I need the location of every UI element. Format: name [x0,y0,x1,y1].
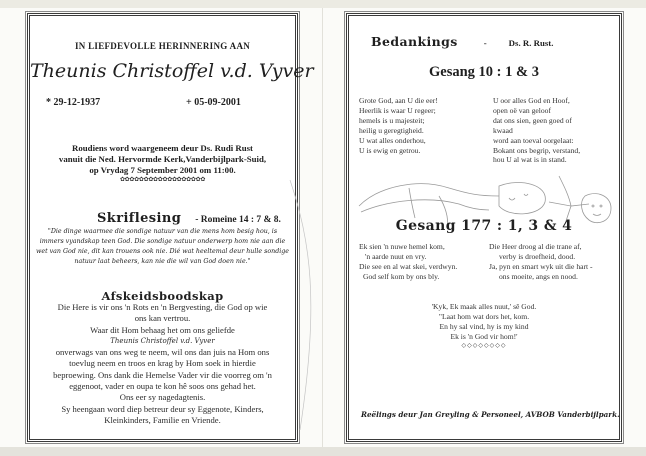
hymn-line: heilig u geregtigheid. [359,125,424,135]
hymn-2-column-2 [489,242,593,282]
hymn-line: word aan toeval oorgelaat: [493,135,574,145]
verse-line: "Laat hom wat dors het, kom. [438,311,530,321]
scan-edge-top [0,0,646,8]
farewell-line: Sy heengaan word diep betreur deur sy Eggenote, Kinders, [61,403,264,414]
hymn-line: open oë van geloof [493,105,551,115]
service-details [30,143,295,176]
hymn-line: God self kom by ons bly. [363,271,440,281]
hymn-line: Heerlik is waar U regeer; [359,105,436,115]
farewell-line: beproewing. Ons dank die Hemelse Vader vir die voorreg om 'n [53,369,272,380]
thanks-dash: - [483,38,487,48]
farewell-message [30,302,295,426]
memorial-heading: IN LIEFDEVOLLE HERINNERING AAN [74,41,251,51]
farewell-line: Die Here is vir ons 'n Rots en 'n Bergvesting, die God op wie [57,302,268,312]
hymn-line: Die Heer droog al die trane af, [489,242,582,251]
hymn-2-column-1 [359,242,457,282]
farewell-line: ons kan vertrou. [134,313,191,324]
hymn-line: Ja, pyn en smart wyk uit die hart - [489,261,593,271]
scripture-header [97,209,281,227]
farewell-line: onverwags van ons weg te neem, wil ons dan juis na Hom ons [55,347,270,358]
hymn-line: Grote God, aan U die eer! [359,96,438,105]
hymn-line: U wat alles onderhou, [359,135,426,145]
farewell-name: Theunis Christoffel v.d. Vyver [110,336,215,345]
hymn-line: dat ons sien, geen goed of [493,115,572,125]
hymn-line: 'n aarde nuut en vry. [365,251,427,261]
hymn-line: Die see en al wat skei, verdwyn. [359,261,458,271]
verse-line: 'Kyk, Ek maak alles nuut,' sê God. [431,302,537,311]
quote-line: immers vyandskap teen God. Die sondige natuur onderwerp hom nie aan die [39,238,286,245]
verse-line: En hy sal vind, hy is my kind [439,321,529,331]
hymn-line: verby is droefheid, dood. [499,251,576,261]
death-date: + 05-09-2001 [186,97,241,108]
ornament-divider: ✿✿✿✿✿✿✿✿✿✿✿✿✿✿✿✿✿✿ [119,177,206,183]
verse-line: Ek is 'n God vir hom!' [450,331,518,341]
service-line: op Vrydag 7 September 2001 om 11:00. [89,165,236,175]
hymn-line: Ek sien 'n nuwe hemel kom, [359,242,445,251]
quote-line: "Die dinge waarmee die sondige natuur van die mens hom besig hou, is [47,228,278,235]
thanks-title: Bedankings [371,34,458,49]
hymn-line: hou U al wat is in stand. [493,155,567,165]
hymn-line: U oor alles God en Hoof, [493,96,570,105]
farewell-line: Ons eer sy nagedagtenis. [119,392,206,403]
hymn-line: ons moeite, angs en nood. [499,271,578,281]
hymn-2-title: Gesang 177 : 1, 3 & 4 [395,218,573,234]
hymn-line: kwaad [493,125,513,135]
hymn-1-column-1 [359,96,438,155]
hymn-line: U is ewig en getrou. [359,145,421,155]
closing-verse [349,302,619,352]
hymn-line: hemels is u majesteit; [359,115,425,125]
funeral-arrangements: Reëlings deur Jan Greyling & Personeel, AVBOB Vanderbijlpark. [361,410,620,419]
deceased-name: Theunis Christoffel v.d. Vyver [30,60,314,82]
scripture-quote [30,227,295,267]
quote-line: wet van God nie, dit kan trouens ook nie. Dié wat heeltemal deur hulle sondige [35,248,290,255]
farewell-line: Waar dit Hom behaag het om ons geliefde [90,324,235,335]
farewell-line: toevlug neem en troos en krag by Hom soek in hierdie [69,358,256,369]
thanks-header [371,33,553,51]
memorial-card-left [27,13,314,442]
memorial-card-right [346,13,622,442]
hymn-line: Bokant ons begrip, verstand, [493,145,581,155]
scan-edge-bottom [0,447,646,456]
farewell-line: Kleinkinders, Familie en Vriende. [104,414,221,425]
farewell-line: eggenoot, vader en oupa te kon hê soos ons gehad het. [69,381,256,392]
hymn-1-column-2 [493,96,580,165]
hymn-1-title: Gesang 10 : 1 & 3 [429,64,539,80]
verse-ornament: ◇◇◇◇◇◇◇◇ [461,342,507,349]
thanks-by: Ds. R. Rust. [508,38,554,48]
scripture-reference: - Romeine 14 : 7 & 8. [195,215,281,225]
farewell-title: Afskeidsboodskap [101,289,224,303]
birth-date: * 29-12-1937 [46,97,101,108]
quote-line: natuur laat beheers, kan nie die wil van God doen nie." [74,258,251,265]
service-line: vanuit die Ned. Hervormde Kerk,Vanderbijlpark-Suid, [58,154,267,164]
scripture-title: Skriflesing [97,211,182,226]
service-line: Roudiens word waargeneem deur Ds. Rudi Rust [72,143,253,153]
